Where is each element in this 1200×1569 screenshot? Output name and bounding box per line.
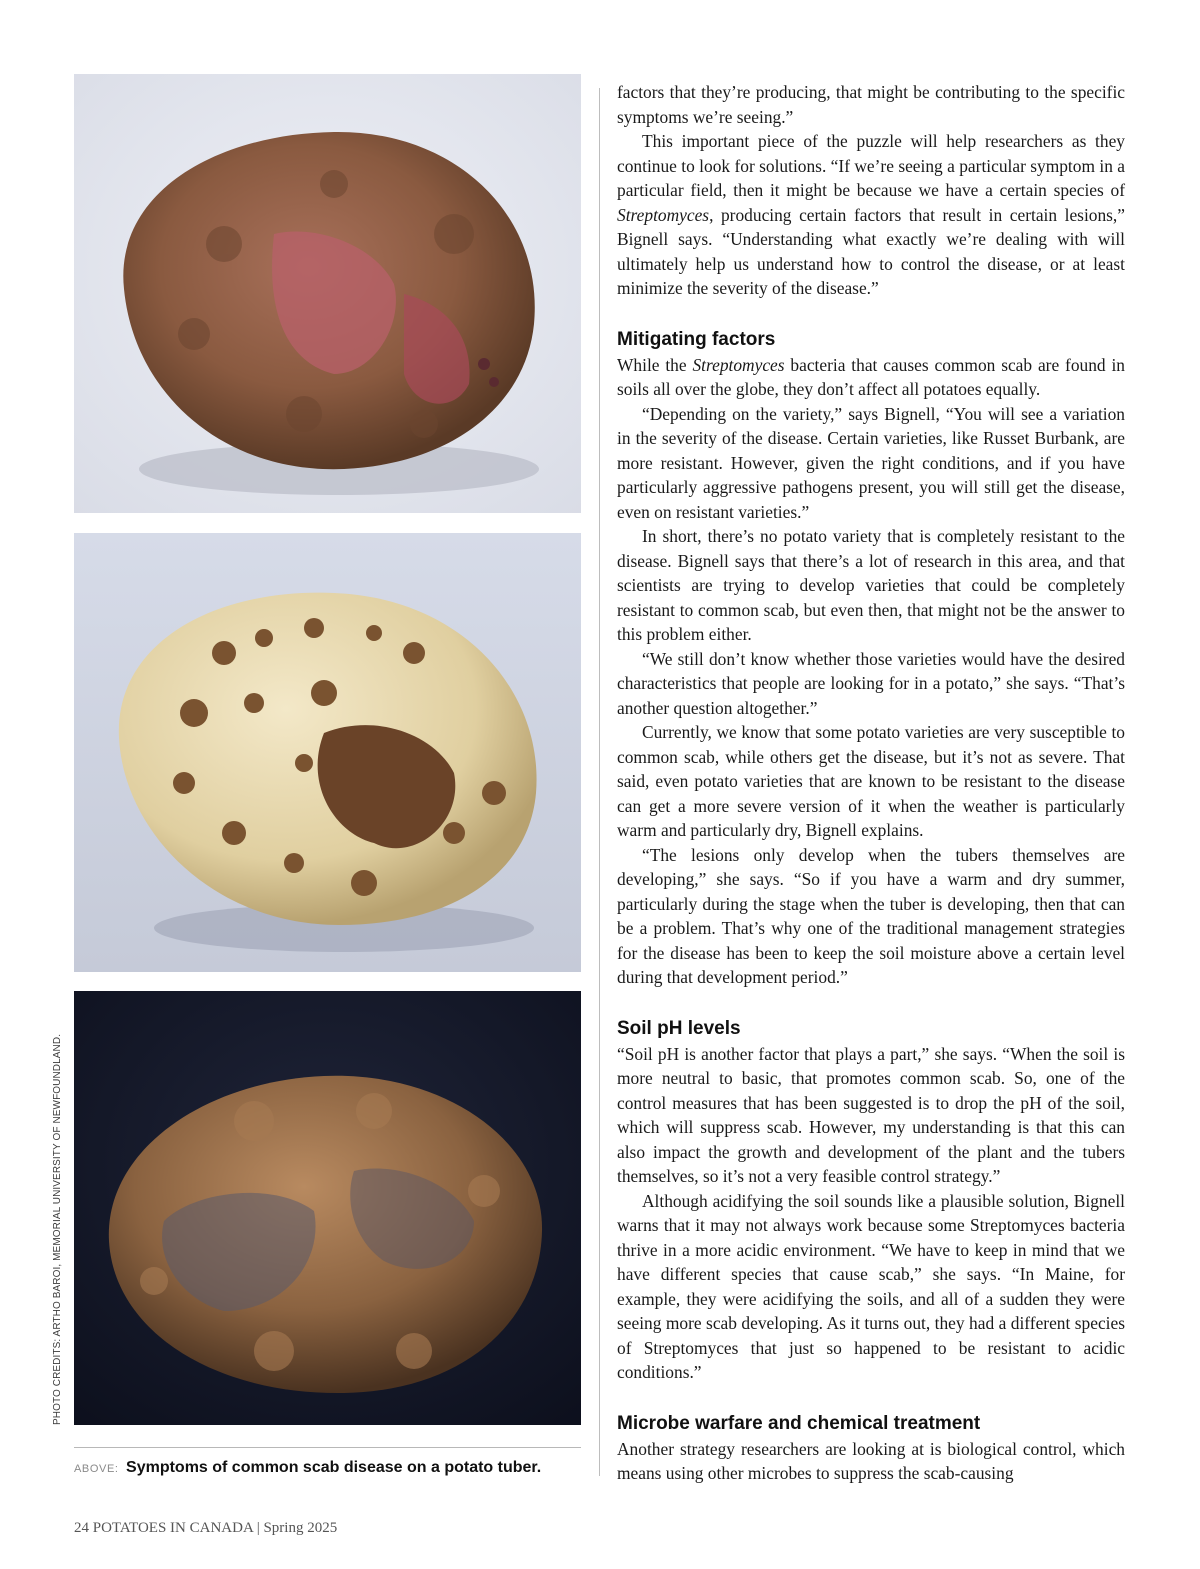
photo-red-potato bbox=[74, 74, 581, 513]
photo-caption bbox=[74, 1459, 594, 1477]
paragraph: “The lesions only develop when the tubers themselves are developing,” she says. “So if you have a warm and dry summer, particularly during the stage when the tuber is developing, then that can be a problem. That’s why one of the traditional management strategies for the disease has been to keep the soil moisture above a certain level during that development period.” bbox=[617, 844, 1125, 987]
section-heading-microbe-warfare: Microbe warfare and chemical treatment bbox=[617, 1412, 981, 1434]
photo-brown-potato bbox=[74, 991, 581, 1425]
paragraph: While the Streptomyces bacteria that causes common scab are found in soils all over the globe, they don’t affect all potatoes equally. bbox=[617, 354, 1126, 399]
paragraph: In short, there’s no potato variety that is completely resistant to the disease. Bignell says that there’s a lot of research in this area, and that scientists are trying to develop varieties that could be completely resistant to common scab, but even then, that might not be the answer to this problem either. bbox=[617, 526, 1125, 644]
photo-credit: PHOTO CREDITS: ARTHO BAROI, MEMORIAL UNIVERSITY OF NEWFOUNDLAND. bbox=[52, 1033, 63, 1425]
column-divider bbox=[599, 88, 600, 1476]
paragraph: This important piece of the puzzle will help researchers as they continue to look for solutions. “If we’re seeing a particular symptom in a particular field, then it might be because we have a certain species of Streptomyces, producing certain factors that result in certain lesions,” Bignell says. “Understanding what exactly we’re dealing with will ultimately help us understand how to control the disease, or at least minimize the severity of the disease.” bbox=[617, 131, 1125, 298]
paragraph: “We still don’t know whether those varieties would have the desired characteristics that people are looking for in a potato,” she says. “That’s another question altogether.” bbox=[617, 648, 1125, 718]
caption-label: ABOVE: bbox=[74, 1463, 119, 1475]
photo-yellow-potato bbox=[74, 533, 581, 972]
paragraph: “Depending on the variety,” says Bignell, “You will see a variation in the severity of the disease. Certain varieties, like Russet Burbank, are more resistant. However, given the right conditions, and if you have particularly aggressive pathogens present, you will still get the disease, even on resistant varieties.” bbox=[617, 403, 1125, 522]
section-heading-mitigating-factors: Mitigating factors bbox=[617, 328, 776, 350]
article-column bbox=[617, 80, 1125, 1486]
paragraph: Another strategy researchers are looking at is biological control, which means using other microbes to suppress the scab-causing bbox=[617, 1438, 1125, 1483]
paragraph: “Soil pH is another factor that plays a part,” she says. “When the soil is more neutral to basic, that promotes common scab. So, one of the control measures that has been suggested is to drop the pH of the soil, which will suppress scab. However, my understanding is that this can also impact the growth and development of the plant and the tubers themselves, so it’s not a very feasible control strategy.” bbox=[617, 1043, 1125, 1186]
caption-text: Symptoms of common scab disease on a potato tuber. bbox=[126, 1459, 542, 1476]
paragraph: factors that they’re producing, that might be contributing to the specific symptoms we’re seeing.” bbox=[617, 82, 1125, 127]
section-heading-soil-ph: Soil pH levels bbox=[617, 1017, 741, 1039]
caption-divider bbox=[74, 1447, 581, 1448]
paragraph: Although acidifying the soil sounds like a plausible solution, Bignell warns that it may not always work because some Streptomyces bacteria thrive in a more acidic environment. “We have to keep in mind that we have different species that cause scab,” she says. “In Maine, for example, they were acidifying the soils, and all of a sudden they were seeing more scab developing. As it turns out, they had a different species of Streptomyces that just so happened to be resistant to acidic conditions.” bbox=[617, 1190, 1125, 1382]
page-footer: 24 POTATOES IN CANADA | Spring 2025 bbox=[74, 1520, 338, 1536]
paragraph: Currently, we know that some potato varieties are very susceptible to common scab, while others get the disease, but it’s not as severe. That said, even potato varieties that are known to be resistant to the disease can get a more severe version of it when the weather is particularly warm and particularly dry, Bignell explains. bbox=[617, 722, 1125, 840]
